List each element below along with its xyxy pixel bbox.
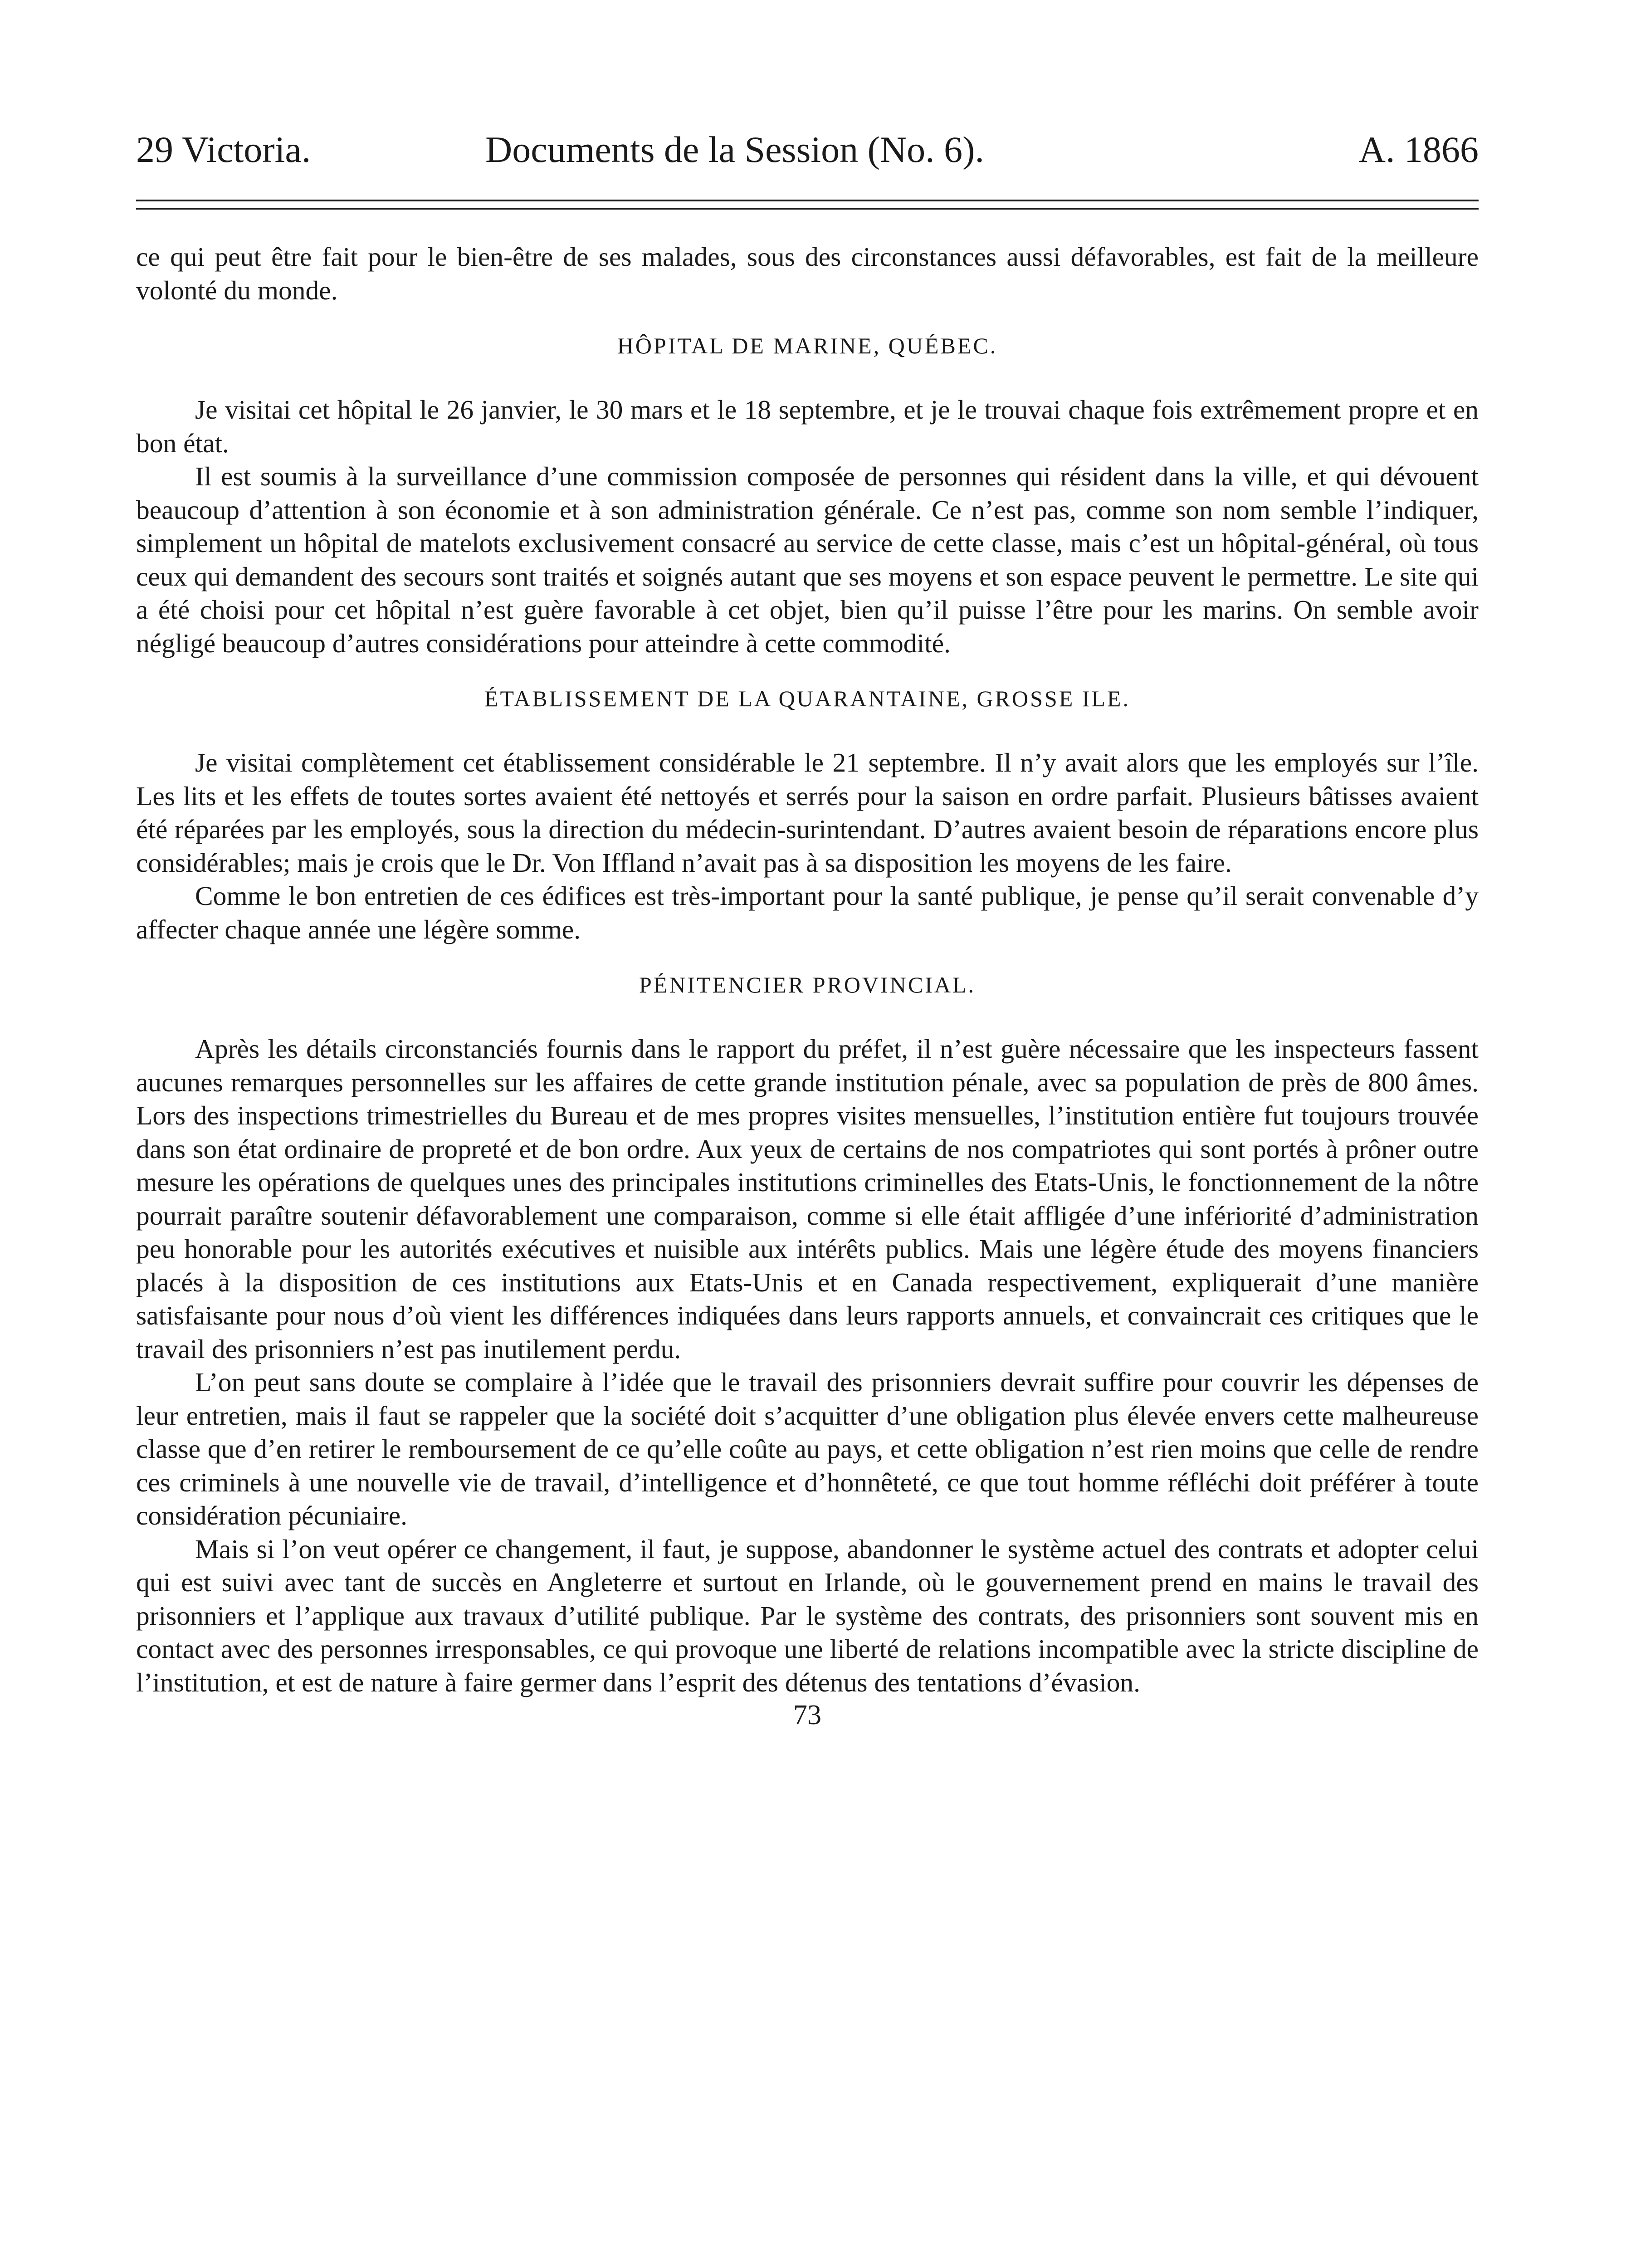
paragraph: Après les détails circonstanciés fournis dans le rapport du préfet, il n’est guère nécessaire que les inspecteurs fassent aucunes remarques personnelles sur les affaires de cette grande institution pénale, avec sa population de près de 800 âmes. Lors des inspections trimestrielles du Bureau et de mes propres visites mensuelles, l’institution entière fut toujours trouvée dans son état ordinaire de propreté et de bon ordre. Aux yeux de certains de nos compatriotes qui sont portés à prôner outre mesure les opérations de quelques unes des principales institutions criminelles des Etats-Unis, le fonctionnement de la nôtre pourrait paraître soutenir défavorablement une comparaison, comme si elle était affligée d’une infériorité d’administration peu honorable pour les autorités exécutives et nuisible aux intérêts publics. Mais une légère étude des moyens financiers placés à la disposition de ces institutions aux Etats-Unis et en Canada respectivement, expliquerait d’une manière satisfaisante pour nous d’où vient les différences indiquées dans leurs rapports annuels, et convaincrait ces critiques que le travail des prisonniers n’est pas inutilement perdu. bbox=[136, 1034, 1479, 1364]
header-rule-bottom bbox=[136, 208, 1479, 210]
paragraph: Je visitai complètement cet établissement considérable le 21 septembre. Il n’y avait alors que les employés sur l’île. Les lits et les effets de toutes sortes avaient été nettoyés et serrés pour la saison en ordre parfait. Plusieurs bâtisses avaient été réparées par les employés, sous la direction du médecin-surintendant. D’autres avaient besoin de réparations encore plus considérables; mais je crois que le Dr. Von Iffland n’avait pas à sa disposition les moyens de les faire. bbox=[136, 748, 1479, 878]
section-heading-quarantaine: ÉTABLISSEMENT DE LA QUARANTAINE, GROSSE ILE. bbox=[484, 686, 1130, 711]
section-heading-hopital-marine: HÔPITAL DE MARINE, QUÉBEC. bbox=[617, 333, 998, 358]
section-heading-penitencier: PÉNITENCIER PROVINCIAL. bbox=[639, 972, 976, 997]
page-body bbox=[136, 240, 1479, 1731]
header-session-year: 29 Victoria. bbox=[136, 129, 311, 170]
paragraph: Je visitai cet hôpital le 26 janvier, le 30 mars et le 18 septembre, et je le trouvai chaque fois extrêmement propre et en bon état. bbox=[136, 395, 1479, 458]
paragraph: L’on peut sans doute se complaire à l’idée que le travail des prisonniers devrait suffire pour couvrir les dépenses de leur entretien, mais il faut se rappeler que la société doit s’acquitter d’une obligation plus élevée envers cette malheureuse classe que d’en retirer le remboursement de ce qu’elle coûte au pays, et cette obligation n’est rien moins que celle de rendre ces criminels à une nouvelle vie de travail, d’intelligence et d’honnêteté, ce que tout homme réfléchi doit préférer à toute considération pécuniaire. bbox=[136, 1367, 1479, 1530]
paragraph: Mais si l’on veut opérer ce changement, il faut, je suppose, abandonner le système actuel des contrats et adopter celui qui est suivi avec tant de succès en Angleterre et surtout en Irlande, où le gouvernement prend en mains le travail des prisonniers et l’applique aux travaux d’utilité publique. Par le système des contrats, des prisonniers sont souvent mis en contact avec des personnes irresponsables, ce qui provoque une liberté de relations incompatible avec la stricte discipline de l’institution, et est de nature à faire germer dans l’esprit des détenus des tentations d’évasion. bbox=[136, 1534, 1479, 1697]
running-header bbox=[136, 122, 1479, 177]
header-document-title: Documents de la Session (No. 6). bbox=[485, 129, 984, 170]
paragraph: Il est soumis à la surveillance d’une commission composée de personnes qui résident dans la ville, et qui dévouent beaucoup d’attention à son économie et à son administration générale. Ce n’est pas, comme son nom semble l’indiquer, simplement un hôpital de matelots exclusivement consacré au service de cette classe, mais c’est un hôpital-général, où tous ceux qui demandent des secours sont traités et soignés autant que ses moyens et son espace peuvent le permettre. Le site qui a été choisi pour cet hôpital n’est guère favorable à cet objet, bien qu’il puisse l’être pour les marins. On semble avoir négligé beaucoup d’autres considérations pour atteindre à cette commodité. bbox=[136, 461, 1479, 658]
continued-paragraph: ce qui peut être fait pour le bien-être de ses malades, sous des circonstances aussi défavorables, est fait de la meilleure volonté du monde. bbox=[136, 242, 1479, 305]
paragraph: Comme le bon entretien de ces édifices est très-important pour la santé publique, je pense qu’il serait convenable d’y affecter chaque année une légère somme. bbox=[136, 881, 1479, 944]
header-rule-top bbox=[136, 200, 1479, 201]
header-year: A. 1866 bbox=[1358, 129, 1479, 170]
page-number: 73 bbox=[793, 1700, 821, 1730]
